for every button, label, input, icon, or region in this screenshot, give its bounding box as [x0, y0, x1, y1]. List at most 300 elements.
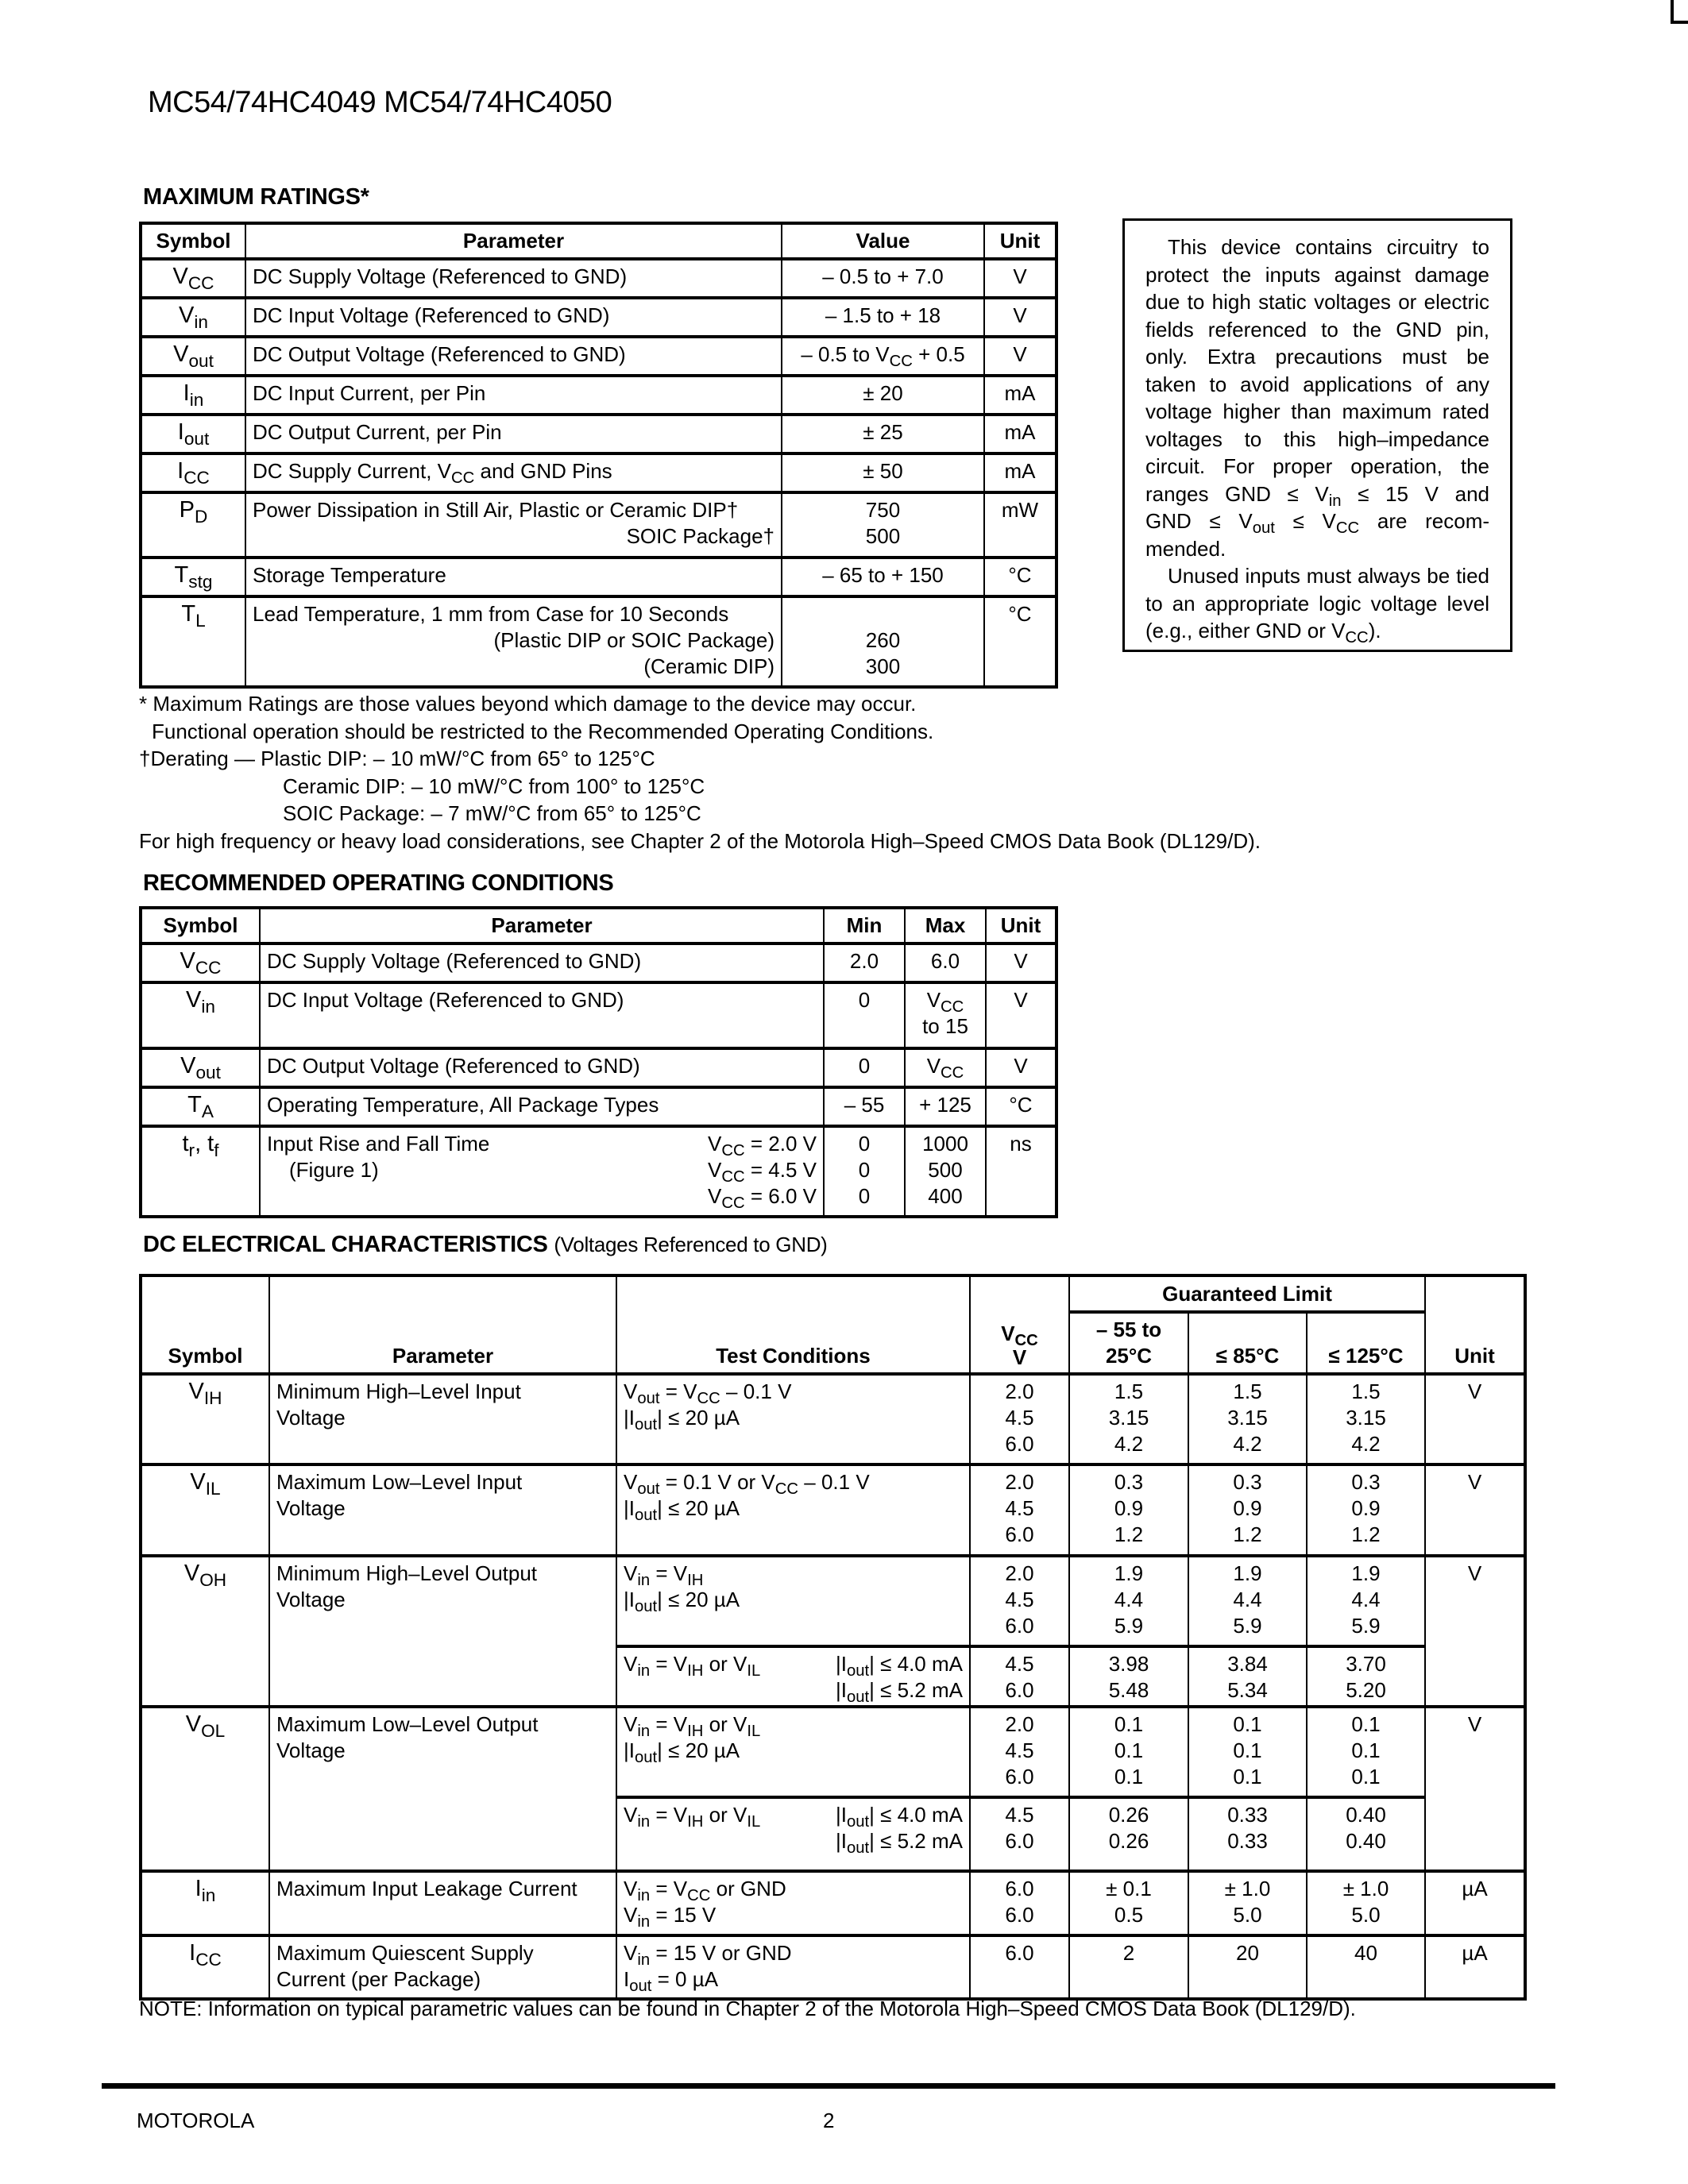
value-cell	[782, 492, 984, 558]
dc-char-table	[139, 1274, 1527, 2001]
cell-line: 2	[1122, 1941, 1135, 1965]
cell-line: 0.9	[1351, 1496, 1381, 1520]
unit-cell: V	[984, 298, 1056, 337]
symbol-cell: $V_{OH}$	[141, 1556, 269, 1707]
vcc-cell	[970, 1646, 1069, 1707]
max-ratings-title: MAXIMUM RATINGS*	[143, 184, 369, 210]
cell-line: 3.98	[1108, 1652, 1149, 1676]
cell-line: 4.5	[1005, 1652, 1034, 1676]
footer-rule	[102, 2083, 1555, 2089]
cell-line: 0.26	[1108, 1803, 1149, 1827]
unit-cell: °C	[984, 558, 1056, 596]
cell-line: $V_{in} = V_{IH}$	[624, 1561, 704, 1590]
cell-line: 1.5	[1351, 1379, 1381, 1403]
cell-line: DC Output Current, per Pin	[253, 420, 502, 444]
cell-line: 0.1	[1233, 1738, 1262, 1762]
cell-line: Maximum Input Leakage Current	[276, 1877, 577, 1900]
cell-line: $|I_{out}| \le 20$ µA	[624, 1738, 740, 1767]
parameter-cell	[245, 376, 782, 415]
min-cell	[824, 943, 905, 982]
unit-cell: mA	[984, 453, 1056, 492]
cell-line: Power Dissipation in Still Air, Plastic or Ceramic DIP†	[253, 498, 739, 522]
cell-line: 5.20	[1346, 1678, 1386, 1702]
cell-line: ± 25	[863, 420, 903, 444]
cell-line: (Figure 1)	[289, 1158, 379, 1182]
cell-line: 0.3	[1114, 1470, 1144, 1494]
cell-line: 3.15	[1227, 1406, 1268, 1430]
col-header-unit: Unit	[1425, 1275, 1525, 1374]
value-cell	[782, 259, 984, 298]
parameter-cell: DC Supply Voltage (Referenced to GND)	[260, 943, 824, 982]
limit-125c-cell	[1307, 1935, 1425, 1999]
cell-line: 0.3	[1351, 1470, 1381, 1494]
unit-cell: V	[986, 943, 1056, 982]
cell-line: ± 0.1	[1106, 1877, 1152, 1900]
cell-line: – 55	[844, 1093, 885, 1117]
cell-line: $V_{in} = V_{CC}$ or GND	[624, 1877, 786, 1905]
value-cell	[782, 558, 984, 596]
cell-line: 20	[1236, 1941, 1259, 1965]
symbol-cell: $I_{out}$	[141, 415, 245, 453]
cell-line: 300	[865, 654, 901, 678]
cell-line: 0.3	[1233, 1470, 1262, 1494]
vcc-cell	[970, 1797, 1069, 1871]
cell-line: 0.9	[1233, 1496, 1262, 1520]
col-header-test-conditions: Test Conditions	[616, 1275, 970, 1374]
esd-protection-note-box	[1122, 218, 1512, 652]
cell-line: 6.0	[1005, 1765, 1034, 1788]
parameter-cell	[269, 1707, 616, 1871]
cell-line: 2.0	[1005, 1712, 1034, 1736]
unit-cell: mA	[984, 376, 1056, 415]
cell-line: 1.5	[1114, 1379, 1144, 1403]
parameter-cell	[245, 259, 782, 298]
min-cell	[824, 982, 905, 1048]
cell-line: $V_{CC} = 6.0$ V	[708, 1184, 817, 1213]
parameter-cell: Operating Temperature, All Package Types	[260, 1087, 824, 1126]
test-conditions-cell	[616, 1707, 970, 1797]
max-cell	[905, 1126, 986, 1217]
cell-line: 0.1	[1114, 1738, 1144, 1762]
cell-line	[789, 601, 977, 627]
col-header-unit: Unit	[986, 908, 1056, 943]
cell-line: 5.9	[1114, 1614, 1144, 1638]
footnote-high-frequency: For high frequency or heavy load considerations, see Chapter 2 of the Motorola High–Speed CMOS Data Book (DL129/D).	[139, 828, 1261, 853]
test-conditions-cell	[616, 1871, 970, 1935]
esd-note-paragraph-1: This device contains circuitry to protect the inputs against damage due to high static voltages or electric fields referenced to the GND pin, only. Extra precautions must be taken to avoid applications of any voltage higher than maximum rated voltages to this high–impedance circuit. For proper operation, the ranges GND ≤ $V_{in} \le 15$ V and GND ≤ $V_{out} \le V_{CC}$ are recom-mended.	[1145, 235, 1490, 561]
max-cell	[905, 1048, 986, 1087]
cell-line: 260	[865, 628, 901, 652]
cell-line: 4.4	[1233, 1588, 1262, 1611]
cell-line: 2.0	[849, 949, 879, 973]
dc-row	[141, 1707, 1525, 1797]
cell-line: $V_{in} = 15$ V	[624, 1903, 717, 1931]
symbol-cell: $t_r$, $t_f$	[141, 1126, 260, 1217]
cell-line: 0.26	[1108, 1829, 1149, 1853]
cell-line: 4.2	[1114, 1432, 1144, 1456]
rec-op-title: RECOMMENDED OPERATING CONDITIONS	[143, 870, 614, 896]
symbol-cell: $V_{CC}$	[141, 943, 260, 982]
unit-cell: V	[1425, 1464, 1525, 1556]
cell-line: 0.33	[1227, 1829, 1268, 1853]
cell-line: 6.0	[1005, 1903, 1034, 1927]
vcc-cell	[970, 1556, 1069, 1646]
cell-line: 6.0	[1005, 1678, 1034, 1702]
cell-line: 6.0	[1005, 1522, 1034, 1546]
limit-25c-cell	[1069, 1871, 1188, 1935]
limit-85c-cell	[1188, 1646, 1307, 1707]
unit-cell: V	[1425, 1374, 1525, 1464]
unit-cell: V	[1425, 1707, 1525, 1871]
cell-line: 6.0	[1005, 1877, 1034, 1900]
cell-line: 1.9	[1114, 1561, 1144, 1585]
cell-line: 1.9	[1351, 1561, 1381, 1585]
limit-25c-cell	[1069, 1646, 1188, 1707]
cell-line: 400	[928, 1184, 963, 1208]
parameter-cell	[245, 492, 782, 558]
cell-line: 6.0	[1005, 1941, 1034, 1965]
cell-line: (Plastic DIP or SOIC Package)	[493, 628, 774, 652]
cell-line: to 15	[922, 1014, 968, 1038]
dc-char-title	[143, 1232, 828, 1258]
cell-line: 3.15	[1346, 1406, 1386, 1430]
vcc-cell	[970, 1464, 1069, 1556]
symbol-cell: $P_D$	[141, 492, 245, 558]
parameter-cell	[245, 415, 782, 453]
parameter-cell	[245, 453, 782, 492]
cell-line: SOIC Package†	[626, 524, 774, 548]
min-cell	[824, 1126, 905, 1217]
cell-line: Voltage	[276, 1738, 346, 1762]
cell-line: 0.1	[1233, 1712, 1262, 1736]
cell-line: 2.0	[1005, 1470, 1034, 1494]
cell-line: DC Supply Current, $V_{CC}$ and GND Pins	[253, 459, 612, 488]
symbol-cell: $T_L$	[141, 596, 245, 687]
limit-25c-cell	[1069, 1464, 1188, 1556]
symbol-cell: $V_{out}$	[141, 337, 245, 376]
value-cell	[782, 453, 984, 492]
cell-line: Voltage	[276, 1588, 346, 1611]
cell-line: 4.5	[1005, 1803, 1034, 1827]
col-header-vcc-unit: V	[1012, 1345, 1027, 1369]
cell-line: – 65 to + 150	[822, 563, 944, 587]
cell-line: ± 50	[863, 459, 903, 483]
col-header-temp-25	[1069, 1312, 1188, 1374]
cell-line: 5.9	[1351, 1614, 1381, 1638]
cell-line: $V_{in} = 15$ V or GND	[624, 1941, 792, 1970]
cell-line: 4.4	[1351, 1588, 1381, 1611]
symbol-cell: $T_{stg}$	[141, 558, 245, 596]
max-rating-row	[141, 492, 1056, 558]
test-conditions-cell	[616, 1464, 970, 1556]
cell-line: + 125	[919, 1093, 971, 1117]
cell-line: 0.40	[1346, 1829, 1386, 1853]
cell-line: Input Rise and Fall Time	[267, 1132, 490, 1156]
symbol-cell: $I_{in}$	[141, 376, 245, 415]
cell-line: $V_{CC}$	[926, 988, 964, 1017]
limit-85c-cell	[1188, 1935, 1307, 1999]
col-header-min: Min	[824, 908, 905, 943]
symbol-cell: $V_{IL}$	[141, 1464, 269, 1556]
unit-cell: µA	[1425, 1935, 1525, 1999]
cell-line: Maximum Low–Level Output	[276, 1712, 539, 1736]
cell-line: DC Input Current, per Pin	[253, 381, 486, 405]
col-header-symbol: Symbol	[141, 223, 245, 259]
cell-line: 6.0	[1005, 1614, 1034, 1638]
test-conditions-cell	[616, 1935, 970, 1999]
max-cell	[905, 982, 986, 1048]
cell-line: 0.1	[1233, 1765, 1262, 1788]
parameter-cell	[269, 1871, 616, 1935]
cell-line: 6.0	[1005, 1432, 1034, 1456]
cell-line: 0.9	[1114, 1496, 1144, 1520]
cell-line: 1.2	[1114, 1522, 1144, 1546]
footnote-ceramic: Ceramic DIP: – 10 mW/°C from 100° to 125°C	[283, 774, 705, 798]
cell-line: 0.1	[1351, 1738, 1381, 1762]
col-header-guaranteed-limit: Guaranteed Limit	[1069, 1275, 1425, 1312]
unit-cell: mA	[984, 415, 1056, 453]
vcc-cell	[970, 1374, 1069, 1464]
limit-85c-cell	[1188, 1707, 1307, 1797]
col-header-symbol: Symbol	[141, 1275, 269, 1374]
cell-line: Minimum High–Level Output	[276, 1561, 538, 1585]
unit-cell: V	[984, 259, 1056, 298]
min-cell	[824, 1087, 905, 1126]
symbol-cell: $V_{CC}$	[141, 259, 245, 298]
cell-line: – 0.5 to $V_{CC} + 0.5$	[801, 342, 965, 371]
unit-cell: mW	[984, 492, 1056, 558]
symbol-cell: $V_{out}$	[141, 1048, 260, 1087]
parameter-cell	[245, 596, 782, 687]
rec-op-row	[141, 1126, 1056, 1217]
cell-line: 4.4	[1114, 1588, 1144, 1611]
cell-line: 0	[858, 1184, 871, 1208]
limit-25c-cell	[1069, 1707, 1188, 1797]
limit-85c-cell	[1188, 1797, 1307, 1871]
cell-line: Maximum Quiescent Supply	[276, 1941, 534, 1965]
symbol-cell: $I_{CC}$	[141, 453, 245, 492]
parameter-cell	[269, 1464, 616, 1556]
cell-line: 0	[858, 1054, 871, 1078]
cell-line: $|I_{out}| \le 5.2$ mA	[835, 1829, 963, 1858]
cell-line: Voltage	[276, 1496, 346, 1520]
cell-line: 4.5	[1005, 1496, 1034, 1520]
cond-right	[835, 1802, 963, 1858]
dc-char-subtitle: (Voltages Referenced to GND)	[554, 1233, 828, 1256]
max-rating-row	[141, 415, 1056, 453]
dc-row	[141, 1556, 1525, 1646]
cell-line: 4.2	[1233, 1432, 1262, 1456]
param-text	[267, 1131, 489, 1210]
parameter-cell	[269, 1374, 616, 1464]
col-header-parameter: Parameter	[245, 223, 782, 259]
unit-cell: ns	[986, 1126, 1056, 1217]
max-rating-row	[141, 596, 1056, 687]
dc-row	[141, 1464, 1525, 1556]
parameter-cell	[260, 1126, 824, 1217]
split-conditions	[624, 1802, 963, 1858]
cell-line: 0.1	[1351, 1712, 1381, 1736]
dc-row	[141, 1871, 1525, 1935]
limit-125c-cell	[1307, 1797, 1425, 1871]
cell-line: 1.5	[1233, 1379, 1262, 1403]
cell-line: $|I_{out}| \le 4.0$ mA	[835, 1652, 963, 1680]
symbol-cell: $V_{in}$	[141, 298, 245, 337]
cell-line: 5.34	[1227, 1678, 1268, 1702]
col-header-value: Value	[782, 223, 984, 259]
param-with-conditions	[267, 1131, 817, 1213]
cell-line: 750	[865, 498, 901, 522]
cell-line: 0.1	[1114, 1712, 1144, 1736]
rec-op-row	[141, 1048, 1056, 1087]
cell-line: $V_{CC} = 2.0$ V	[708, 1132, 817, 1160]
cell-line: 1.9	[1233, 1561, 1262, 1585]
cell-line: 5.0	[1233, 1903, 1262, 1927]
value-cell	[782, 298, 984, 337]
max-rating-row	[141, 259, 1056, 298]
cell-line: $V_{CC} = 4.5$ V	[708, 1158, 817, 1187]
rec-op-table	[139, 906, 1058, 1218]
value-cell	[782, 376, 984, 415]
cell-line: 4.5	[1005, 1588, 1034, 1611]
limit-25c-cell	[1069, 1935, 1188, 1999]
page-corner-mark	[1671, 0, 1688, 24]
limit-125c-cell	[1307, 1464, 1425, 1556]
cell-line: 4.5	[1005, 1406, 1034, 1430]
test-conditions-cell	[616, 1646, 970, 1707]
cell-line: 0.5	[1114, 1903, 1144, 1927]
cell-line: 3.84	[1227, 1652, 1268, 1676]
col-header-temp-25-line1: – 55 to	[1095, 1318, 1162, 1341]
limit-25c-cell	[1069, 1797, 1188, 1871]
cell-line: 0.1	[1351, 1765, 1381, 1788]
value-cell	[782, 596, 984, 687]
unit-cell: V	[986, 982, 1056, 1048]
symbol-cell: $V_{in}$	[141, 982, 260, 1048]
col-header-parameter: Parameter	[269, 1275, 616, 1374]
max-cell	[905, 1087, 986, 1126]
cell-line: 2.0	[1005, 1561, 1034, 1585]
col-header-temp-25-line2: 25°C	[1105, 1344, 1153, 1368]
cell-line: $V_{out} = 0.1$ V or $V_{CC} - 0.1$ V	[624, 1470, 870, 1499]
parameter-cell	[269, 1935, 616, 1999]
limit-125c-cell	[1307, 1646, 1425, 1707]
cell-line: $V_{out} = V_{CC} - 0.1$ V	[624, 1379, 792, 1408]
unit-cell: V	[1425, 1556, 1525, 1707]
col-header-unit: Unit	[984, 223, 1056, 259]
unit-cell: °C	[984, 596, 1056, 687]
cell-line: $|I_{out}| \le 5.2$ mA	[835, 1678, 963, 1707]
cell-line: DC Output Voltage (Referenced to GND)	[253, 342, 626, 366]
footnote-derating: †Derating — Plastic DIP: – 10 mW/°C from 65° to 125°C	[139, 747, 655, 770]
min-cell	[824, 1048, 905, 1087]
cell-line: $|I_{out}| \le 20$ µA	[624, 1588, 740, 1616]
max-rating-row	[141, 376, 1056, 415]
rec-op-row	[141, 982, 1056, 1048]
max-cell	[905, 943, 986, 982]
parameter-cell	[245, 298, 782, 337]
cell-line: – 0.5 to + 7.0	[822, 264, 944, 288]
limit-125c-cell	[1307, 1707, 1425, 1797]
cell-line: 5.48	[1108, 1678, 1149, 1702]
cell-line: 0.33	[1227, 1803, 1268, 1827]
test-conditions-cell	[616, 1797, 970, 1871]
footer-page-number: 2	[823, 2109, 835, 2132]
max-ratings-table	[139, 222, 1058, 689]
col-header-parameter: Parameter	[260, 908, 824, 943]
cell-line: 5.9	[1233, 1614, 1262, 1638]
rec-op-row	[141, 943, 1056, 982]
parameter-cell	[245, 558, 782, 596]
max-rating-row	[141, 558, 1056, 596]
vcc-cell	[970, 1935, 1069, 1999]
limit-125c-cell	[1307, 1871, 1425, 1935]
cell-line: 2.0	[1005, 1379, 1034, 1403]
cell-line: 500	[865, 524, 901, 548]
unit-cell: µA	[1425, 1871, 1525, 1935]
cell-line: 1.2	[1351, 1522, 1381, 1546]
rec-op-row	[141, 1087, 1056, 1126]
symbol-cell: $I_{CC}$	[141, 1935, 269, 1999]
unit-cell: V	[984, 337, 1056, 376]
vcc-conditions	[708, 1131, 817, 1213]
parameter-cell	[245, 337, 782, 376]
col-header-temp-85: ≤ 85°C	[1188, 1312, 1307, 1374]
cell-line: 40	[1354, 1941, 1377, 1965]
parameter-cell	[269, 1556, 616, 1707]
cell-line: $I_{out} = 0$ µA	[624, 1967, 719, 1996]
cell-line: 6.0	[930, 949, 960, 973]
cell-line: – 1.5 to + 18	[825, 303, 941, 327]
cell-line: $|I_{out}| \le 4.0$ mA	[835, 1803, 963, 1831]
vcc-cell	[970, 1707, 1069, 1797]
cell-line: Minimum High–Level Input	[276, 1379, 521, 1403]
max-rating-row	[141, 298, 1056, 337]
test-conditions-cell	[616, 1374, 970, 1464]
cond-left: $V_{in} = V_{IH}$ or $V_{IL}$	[624, 1652, 761, 1680]
symbol-cell: $I_{in}$	[141, 1871, 269, 1935]
cell-line: 3.70	[1346, 1652, 1386, 1676]
limit-85c-cell	[1188, 1556, 1307, 1646]
dc-row	[141, 1935, 1525, 1999]
cell-line: $V_{CC}$	[926, 1054, 964, 1082]
cell-line: Voltage	[276, 1406, 346, 1430]
cell-line: 3.15	[1108, 1406, 1149, 1430]
cell-line: 4.2	[1351, 1432, 1381, 1456]
footnote-soic: SOIC Package: – 7 mW/°C from 65° to 125°C	[283, 801, 701, 825]
limit-25c-cell	[1069, 1374, 1188, 1464]
col-header-symbol: Symbol	[141, 908, 260, 943]
cell-line: Current (per Package)	[276, 1967, 481, 1991]
dc-note: NOTE: Information on typical parametric values can be found in Chapter 2 of the Motorola High–Speed CMOS Data Book (DL129/D).	[139, 1997, 1356, 2020]
limit-85c-cell	[1188, 1871, 1307, 1935]
cell-line: $V_{in} = V_{IH}$ or $V_{IL}$	[624, 1712, 761, 1741]
dc-char-title-main: DC ELECTRICAL CHARACTERISTICS	[143, 1232, 548, 1257]
cell-line: DC Input Voltage (Referenced to GND)	[253, 303, 610, 327]
symbol-cell: $V_{OL}$	[141, 1707, 269, 1871]
cell-line: 0.1	[1114, 1765, 1144, 1788]
limit-85c-cell	[1188, 1374, 1307, 1464]
col-header-vcc: $V_{CC}$ V	[970, 1275, 1069, 1374]
unit-cell: °C	[986, 1087, 1056, 1126]
cell-line: Lead Temperature, 1 mm from Case for 10 Seconds	[253, 602, 729, 626]
split-conditions	[624, 1651, 963, 1707]
cell-line: 0	[858, 1132, 871, 1156]
value-cell	[782, 415, 984, 453]
cell-line: 1000	[922, 1132, 968, 1156]
footnote-2: Functional operation should be restricted to the Recommended Operating Conditions.	[152, 719, 934, 743]
parameter-cell: DC Input Voltage (Referenced to GND)	[260, 982, 824, 1048]
